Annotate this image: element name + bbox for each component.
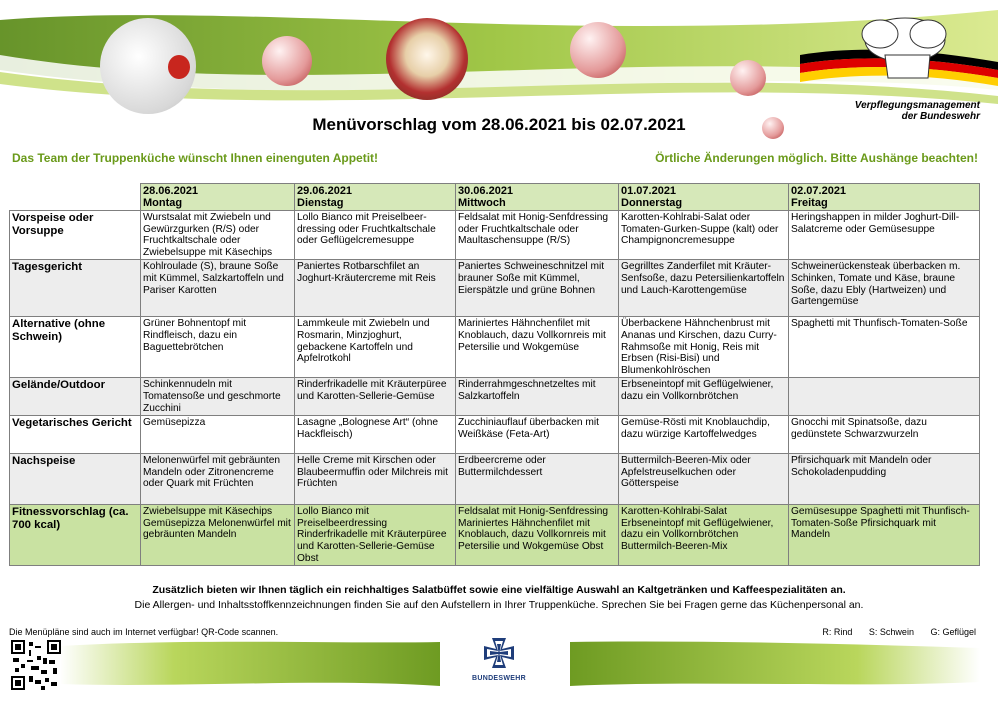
pink-sphere-1 [262,36,312,86]
menu-cell: Pfirsichquark mit Mandeln oder Schokoladenpudding [789,454,980,505]
menu-cell: Gemüse-Rösti mit Knoblauchdip, dazu würzige Kartoffelwedges [619,416,789,454]
menu-cell: Erdbeercreme oder Buttermilchdessert [456,454,619,505]
menu-cell: Heringshappen in milder Joghurt-Dill-Salatcreme oder Gemüsesuppe [789,211,980,260]
menu-cell: Wurstsalat mit Zwiebeln und Gewürzgurken (R/S) oder Fruchtkaltschale oder Zwiebelsuppe mit Käsechips [141,211,295,260]
qr-code-icon[interactable] [11,640,61,690]
menu-row-fitness [10,505,980,566]
allergen-note: Die Allergen- und Inhaltsstoffkennzeichnungen finden Sie auf den Aufstellern in Ihrer Truppenküche. Sprechen Sie bei Fragen gerne das Küchenpersonal an. [134,599,864,611]
menu-table [9,183,980,566]
menu-cell: Überbackene Hähnchenbrust mit Ananas und Kirschen, dazu Curry-Rahmsoße mit Honig, Reis mit Erbsen (Risi-Bisi) und Blumenkohlröschen [619,317,789,378]
header-banner [0,0,998,125]
row-category: Tagesgericht [10,260,141,317]
bundeswehr-logo-label: BUNDESWEHR [472,675,526,682]
menu-cell: Kohlroulade (S), braune Soße mit Kümmel, Salzkartoffeln und Pariser Karotten [141,260,295,317]
menu-cell: Paniertes Schweineschnitzel mit brauner Soße mit Kümmel, Eierspätzle und grüne Bohnen [456,260,619,317]
pink-sphere-2 [570,22,626,78]
menu-cell: Rinderfrikadelle mit Kräuterpüree und Karotten-Sellerie-Gemüse [295,378,456,416]
menu-cell: Erbseneintopf mit Geflügelwiener, dazu ein Vollkornbrötchen [619,378,789,416]
menu-cell: Grüner Bohnentopf mit Rindfleisch, dazu ein Baguettebrötchen [141,317,295,378]
row-category: Alternative (ohne Schwein) [10,317,141,378]
menu-cell: Zwiebelsuppe mit Käsechips Gemüsepizza Melonenwürfel mit gebräunten Mandeln [141,505,295,566]
day-header: 29.06.2021 Dienstag [295,184,456,211]
menu-cell: Melonenwürfel mit gebräunten Mandeln oder Zitronencreme oder Quark mit Früchten [141,454,295,505]
day-header: 01.07.2021 Donnerstag [619,184,789,211]
row-category: Fitnessvorschlag (ca. 700 kcal) [10,505,141,566]
row-category: Vorspeise oder Vorsuppe [10,211,141,260]
menu-cell: Lammkeule mit Zwiebeln und Rosmarin, Minzjoghurt, gebackene Kartoffeln und Apfelrotkohl [295,317,456,378]
day-header: 28.06.2021 Montag [141,184,295,211]
menu-cell: Buttermilch-Beeren-Mix oder Apfelstreuselkuchen oder Götterspeise [619,454,789,505]
menu-row-alternative [10,317,980,378]
menu-cell: Lollo Bianco mit Preiselbeerdressing Rinderfrikadelle mit Kräuterpüree und Karotten-Sellerie-Gemüse Obst [295,505,456,566]
row-category: Nachspeise [10,454,141,505]
menu-cell: Rinderrahmgeschnetzeltes mit Salzkartoffeln [456,378,619,416]
menu-cell [789,378,980,416]
menu-cell: Gemüsesuppe Spaghetti mit Thunfisch-Tomaten-Soße Pfirsichquark mit Mandeln [789,505,980,566]
page-title: Menüvorschlag vom 28.06.2021 bis 02.07.2021 [312,115,686,134]
menu-cell: Karotten-Kohlrabi-Salat oder Tomaten-Gurken-Suppe (kalt) oder Champignoncremesuppe [619,211,789,260]
salad-buffet-note: Zusätzlich bieten wir Ihnen täglich ein reichhaltiges Salatbüffet sowie eine vielfältige Auswahl an Kaltgetränken und Kaffeespezialitäten an. [152,584,846,596]
menu-cell: Schinkennudeln mit Tomatensoße und geschmorte Zucchini [141,378,295,416]
pink-sphere-3 [730,60,766,96]
menu-cell: Gnocchi mit Spinatsoße, dazu gedünstete Schwarzwurzeln [789,416,980,454]
qr-note: Die Menüpläne sind auch im Internet verfügbar! QR-Code scannen. [9,627,279,637]
notice-text: Örtliche Änderungen möglich. Bitte Aushänge beachten! [655,151,978,165]
menu-cell: Helle Creme mit Kirschen oder Blaubeermuffin oder Milchreis mit Früchten [295,454,456,505]
menu-row-vorspeise [10,211,980,260]
legend-rind: R: Rind [822,627,853,637]
row-category: Gelände/Outdoor [10,378,141,416]
menu-cell: Zucchiniauflauf überbacken mit Weißkäse (Feta-Art) [456,416,619,454]
corner-cell [10,184,141,211]
row-category: Vegetarisches Gericht [10,416,141,454]
menu-cell: Paniertes Rotbarschfilet an Joghurt-Kräutercreme mit Reis [295,260,456,317]
food-photo-circle-2 [386,18,468,100]
legend-gefluegel: G: Geflügel [930,627,976,637]
menu-cell: Gegrilltes Zanderfilet mit Kräuter-Senfsoße, dazu Petersilienkartoffeln und Lauch-Karottengemüse [619,260,789,317]
strawberry-icon [168,55,190,79]
menu-cell: Mariniertes Hähnchenfilet mit Knoblauch, dazu Vollkornreis mit Petersilie und Wokgemüse [456,317,619,378]
menu-cell: Spaghetti mit Thunfisch-Tomaten-Soße [789,317,980,378]
bundeswehr-logo [464,636,534,682]
menu-cell: Karotten-Kohlrabi-Salat Erbseneintopf mit Geflügelwiener, dazu ein Vollkornbrötchen Buttermilch-Beeren-Mix [619,505,789,566]
menu-cell: Lasagne „Bolognese Art“ (ohne Hackfleisch) [295,416,456,454]
menu-cell: Feldsalat mit Honig-Senfdressing Mariniertes Hähnchenfilet mit Knoblauch, dazu Vollkornreis mit Petersilie und Wokgemüse Obst [456,505,619,566]
menu-cell: Lollo Bianco mit Preiselbeer-dressing oder Fruchtkaltschale oder Geflügelcremesuppe [295,211,456,260]
day-header: 30.06.2021 Mittwoch [456,184,619,211]
menu-row-nachspeise [10,454,980,505]
menu-row-gelaende [10,378,980,416]
greeting-text: Das Team der Truppenküche wünscht Ihnen einenguten Appetit! [12,151,379,165]
menu-cell: Feldsalat mit Honig-Senfdressing oder Fruchtkaltschale oder Maultaschensuppe (R/S) [456,211,619,260]
menu-row-vegetarisch [10,416,980,454]
menu-cell: Schweinerückensteak überbacken m. Schinken, Tomate und Käse, braune Soße, dazu Ebly (Hartweizen) und Gartengemüse [789,260,980,317]
brand-line-2: der Bundeswehr [901,111,980,122]
brand-line-1: Verpflegungsmanagement [854,100,980,111]
menu-row-tagesgericht [10,260,980,317]
iron-cross-icon [482,636,516,670]
day-header-row [10,184,980,211]
day-header: 02.07.2021 Freitag [789,184,980,211]
menu-cell: Gemüsepizza [141,416,295,454]
legend-schwein: S: Schwein [868,627,914,637]
